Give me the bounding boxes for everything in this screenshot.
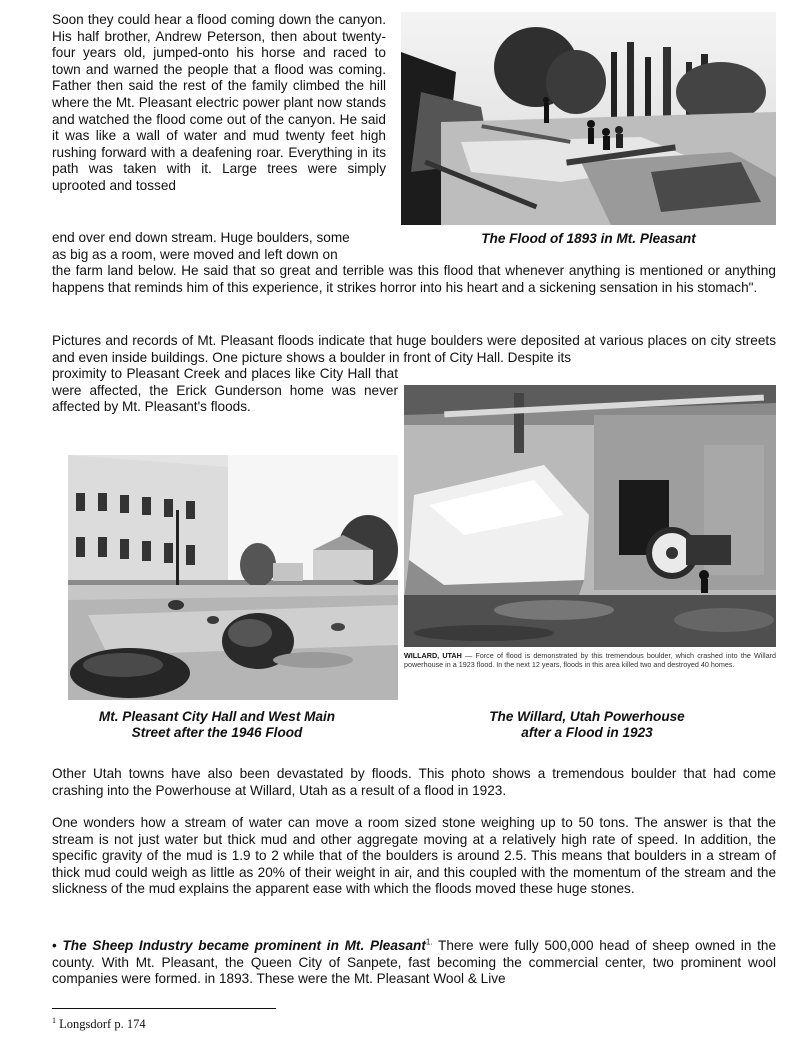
paragraph-flood-story-tail: the farm land below. He said that so great and terrible was this flood that whenever anything is mentioned or anything happens that reminds him of this experience, it strikes horror into his heart and a sickening sensation in his stomach".	[52, 263, 776, 295]
paragraph-flood-story-line: end over end down stream. Huge boulders, some	[52, 230, 350, 245]
caption-city-hall-line2: Street after the 1946 Flood	[131, 725, 303, 740]
paragraph-sheep-industry	[52, 938, 776, 988]
photo-flood-1893	[401, 12, 776, 225]
footnote-text: Longsdorf p. 174	[56, 1017, 146, 1031]
photo-willard-powerhouse	[404, 385, 776, 647]
caption-willard-line1: The Willard, Utah Powerhouse	[489, 709, 685, 724]
photo-city-hall-1946	[68, 455, 398, 700]
paragraph-pictures-records: Pictures and records of Mt. Pleasant floods indicate that huge boulders were deposited at various places on city streets and even inside buildings. One picture shows a boulder in front of City Hall. Despite its	[52, 333, 776, 365]
sheep-industry-body: There were fully 500,000 head of sheep owned in the county. With Mt. Pleasant, the Queen City of Sanpete, fast becoming the commercial center, two prominent wool companies were formed. in 1893. These were the Mt. Pleasant Wool & Live	[52, 938, 777, 987]
paragraph-specific-gravity: One wonders how a stream of water can move a room sized stone weighing up to 50 tons. The answer is that the stream is not just water but thick mud and other aggregate moving at a relatively high rate of speed. In addition, the specific gravity of the mud is 1.9 to 2 while that of the boulders is around 2.5. This means that boulders in a stream of thick mud could weigh as little as 20% of their weight in air, and this coupled with the momentum of the stream and the slickness of the mud explains the apparent ease with which the floods moved these huge stones.	[52, 815, 776, 897]
bullet-icon: •	[52, 938, 57, 953]
footnote	[52, 1016, 146, 1033]
paragraph-flood-story: Soon they could hear a flood coming down the canyon. His half brother, Andrew Peterson, then about twenty-four years old, jumped-onto his horse and raced to town and warned the people that a flood was coming. Father then said the rest of the family climbed the hill where the Mt. Pleasant electric power plant now stands and watched the flood come out of the canyon. He said it was like a wall of water and mud twenty feet high rushing forward with a deafening roar. Everything in its path was taken with it. Large trees were simply uprooted and tossed	[52, 12, 386, 193]
paragraph-other-utah-towns: Other Utah towns have also been devastated by floods. This photo shows a tremendous boulder that had come crashing into the Powerhouse at Willard, Utah as a result of a flood in 1923.	[52, 766, 776, 798]
paragraph-flood-story-line: as big as a room, were moved and left down on	[52, 247, 338, 262]
willard-inset-lead: WILLARD, UTAH	[404, 651, 462, 660]
footnote-divider	[52, 1008, 276, 1009]
footnote-ref[interactable]: 1.	[425, 937, 433, 947]
footnote-number: 1	[52, 1015, 56, 1025]
willard-inset-caption	[404, 651, 776, 670]
caption-city-hall-line1: Mt. Pleasant City Hall and West Main	[98, 709, 336, 724]
paragraph-gunderson-home: proximity to Pleasant Creek and places like City Hall that were affected, the Erick Gunderson home was never affected by Mt. Pleasant's floods.	[52, 366, 398, 415]
sheep-industry-heading: The Sheep Industry became prominent in Mt. Pleasant	[62, 938, 426, 953]
willard-inset-text: — Force of flood is demonstrated by this tremendous boulder, which crashed into the Willard powerhouse in a 1923 flood. In the next 12 years, floods in this area killed two and destroyed 40 homes.	[404, 651, 777, 670]
caption-willard-line2: after a Flood in 1923	[521, 725, 653, 740]
caption-flood-1893: The Flood of 1893 in Mt. Pleasant	[481, 231, 696, 246]
